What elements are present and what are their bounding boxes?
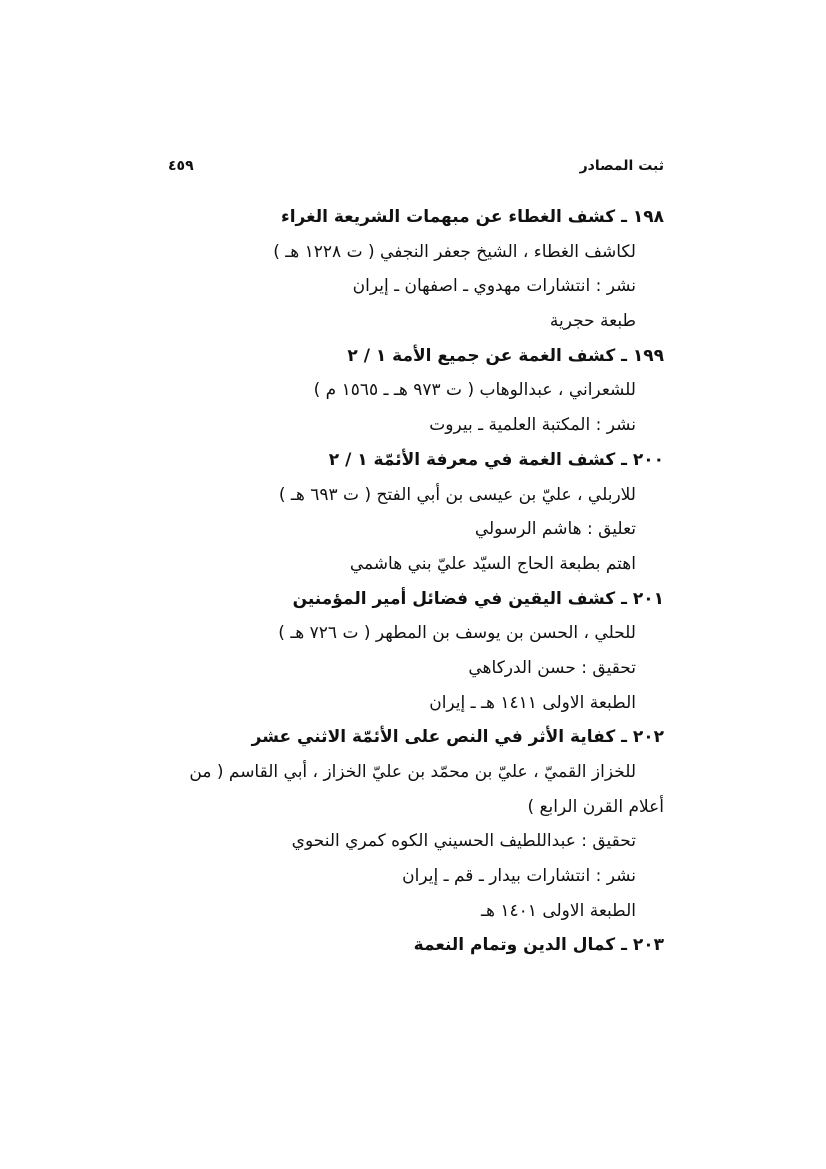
entry-detail-line: للحلي ، الحسن بن يوسف بن المطهر ( ت ٧٢٦ هـ ) <box>278 623 636 644</box>
entry-heading: ٢٠١ ـ كشف اليقين في فضائل أمير المؤمنين <box>292 588 664 609</box>
header-title: ثبت المصادر <box>579 158 664 174</box>
entry-heading: ١٩٨ ـ كشف الغطاء عن مبهمات الشريعة الغراء <box>281 207 664 227</box>
entry-heading: ٢٠٢ ـ كفاية الأثر في النص على الأئمّة الاثني عشر <box>251 727 664 748</box>
page-number: ٤٥٩ <box>168 158 194 174</box>
entry-detail-line: نشر : انتشارات بيدار ـ قم ـ إيران <box>402 866 636 887</box>
entry-detail-line: تحقيق : حسن الدركاهي <box>468 657 636 678</box>
entry-detail-line: اهتم بطبعة الحاج السيّد عليّ بني هاشمي <box>349 553 636 574</box>
entry-detail-line: للشعراني ، عبدالوهاب ( ت ٩٧٣ هـ ـ ١٥٦٥ م ) <box>313 380 636 401</box>
entry-detail-line: تعليق : هاشم الرسولي <box>474 519 636 540</box>
entry-detail-line: للاربلي ، عليّ بن عيسى بن أبي الفتح ( ت ٦٩٣ هـ ) <box>278 484 636 505</box>
entry-detail-line: الطبعة الاولى ١٤٠١ هـ <box>481 900 636 921</box>
entry-detail-line: لكاشف الغطاء ، الشيخ جعفر النجفي ( ت ١٢٢٨ هـ ) <box>273 241 636 262</box>
entry-heading: ٢٠٠ ـ كشف الغمة في معرفة الأئمّة ١ / ٢ <box>328 449 664 470</box>
entry-detail-line: نشر : انتشارات مهدوي ـ اصفهان ـ إيران <box>352 276 636 297</box>
entry-heading: ٢٠٣ ـ كمال الدين وتمام النعمة <box>413 935 664 956</box>
entry-detail-line: للخزاز القميّ ، عليّ بن محمّد بن عليّ الخزاز ، أبي القاسم ( من أعلام القرن الرابع ) <box>189 762 664 817</box>
entry-detail-line: تحقيق : عبداللطيف الحسيني الكوه كمري النحوي <box>291 831 636 852</box>
entry-detail-line: نشر : المكتبة العلمية ـ بيروت <box>429 415 636 436</box>
bibliography-list <box>168 200 664 963</box>
entry-detail-line: الطبعة الاولى ١٤١١ هـ ـ إيران <box>429 692 636 713</box>
entry-heading: ١٩٩ ـ كشف الغمة عن جميع الأمة ١ / ٢ <box>347 345 664 366</box>
running-header <box>168 158 664 180</box>
entry-detail-line: طبعة حجرية <box>549 311 636 332</box>
